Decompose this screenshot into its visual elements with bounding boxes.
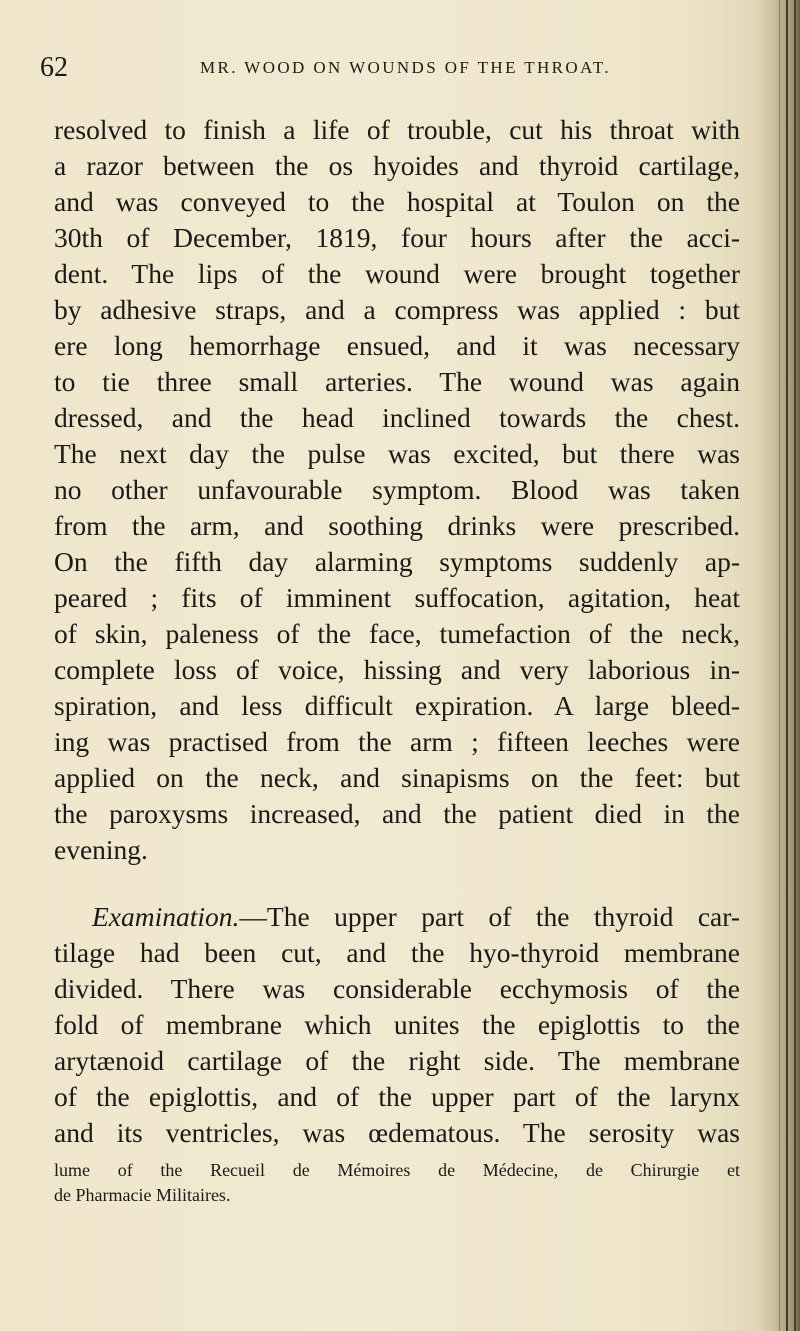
text-line: dent. The lips of the wound were brought together [54, 258, 740, 289]
text-line: fold of membrane which unites the epiglottis to the [54, 1009, 740, 1040]
text-line: peared ; fits of imminent suffocation, agitation, heat [54, 582, 740, 613]
text-line: no other unfavourable symptom. Blood was taken [54, 474, 740, 505]
text-line: and was conveyed to the hospital at Toulon on the [54, 186, 740, 217]
text-line: On the fifth day alarming symptoms suddenly ap- [54, 546, 740, 577]
page-edge-line [794, 0, 796, 1331]
text-line: resolved to finish a life of trouble, cut his throat with [54, 114, 740, 145]
text-line: and its ventricles, was œdematous. The serosity was [54, 1117, 740, 1148]
page-number: 62 [40, 52, 68, 83]
running-head-title: MR. WOOD ON WOUNDS OF THE THROAT. [200, 58, 612, 77]
text-line: of the epiglottis, and of the upper part of the larynx [54, 1081, 740, 1112]
text-line: spiration, and less difficult expiration. A large bleed- [54, 690, 740, 721]
page-edge-line [779, 0, 780, 1331]
text-line: tilage had been cut, and the hyo-thyroid membrane [54, 937, 740, 968]
text-line: divided. There was considerable ecchymosis of the [54, 973, 740, 1004]
text-line: the paroxysms increased, and the patient died in the [54, 798, 740, 829]
text-run: —The upper part of the thyroid car- [239, 901, 740, 932]
text-line: ing was practised from the arm ; fifteen leeches were [54, 726, 740, 757]
page-edge-line [786, 0, 788, 1331]
section-heading-examination: Examination. [92, 901, 240, 932]
text-line: ere long hemorrhage ensued, and it was necessary [54, 330, 740, 361]
text-line: arytænoid cartilage of the right side. The membrane [54, 1045, 740, 1076]
text-line: evening. [54, 834, 148, 865]
text-line: 30th of December, 1819, four hours after the acci- [54, 222, 740, 253]
text-line: a razor between the os hyoides and thyroid cartilage, [54, 150, 740, 181]
text-line: by adhesive straps, and a compress was applied : but [54, 294, 740, 325]
footnote-line: de Pharmacie Militaires. [54, 1185, 231, 1205]
text-line: complete loss of voice, hissing and very laborious in- [54, 654, 740, 685]
text-line: to tie three small arteries. The wound was again [54, 366, 740, 397]
running-head [40, 52, 740, 92]
text-line: The next day the pulse was excited, but there was [54, 438, 740, 469]
text-line: from the arm, and soothing drinks were prescribed. [54, 510, 740, 541]
footnote-line: lume of the Recueil de Mémoires de Médecine, de Chirurgie et [54, 1160, 740, 1180]
text-line: dressed, and the head inclined towards the chest. [54, 402, 740, 433]
text-line: applied on the neck, and sinapisms on the feet: but [54, 762, 740, 793]
text-line: of skin, paleness of the face, tumefaction of the neck, [54, 618, 740, 649]
text-line-lead [92, 899, 740, 935]
